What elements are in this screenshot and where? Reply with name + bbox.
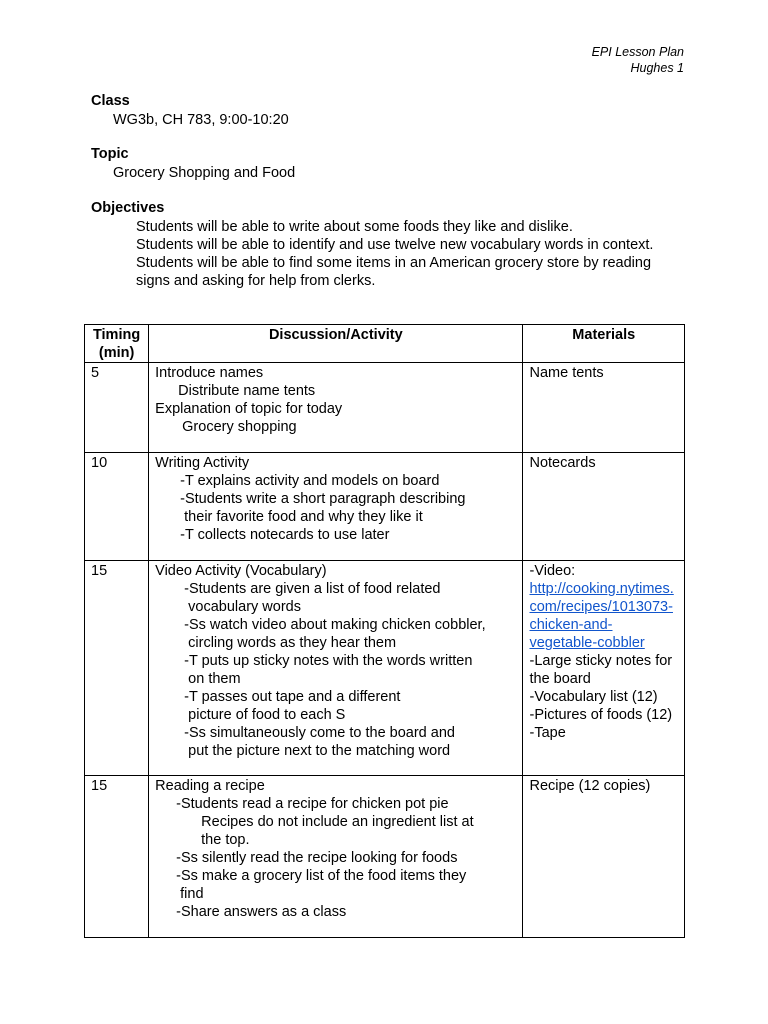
video-link-line[interactable]: http://cooking.nytimes.: [529, 581, 674, 597]
activity-cell: [149, 453, 523, 561]
activity-line: Introduce names: [155, 365, 264, 381]
objectives-label: Objectives: [91, 200, 165, 216]
materials-line: -Vocabulary list (12): [529, 689, 658, 705]
activity-line: Video Activity (Vocabulary): [155, 563, 327, 579]
activity-line: -Students read a recipe for chicken pot pie: [176, 796, 449, 812]
activity-line: -T passes out tape and a different: [184, 689, 401, 705]
activity-line: -T puts up sticky notes with the words written: [184, 653, 473, 669]
activity-line: -Ss silently read the recipe looking for foods: [176, 850, 458, 866]
activity-line: find: [180, 886, 204, 902]
header-title: EPI Lesson Plan: [591, 45, 684, 59]
activity-line: put the picture next to the matching word: [188, 743, 451, 759]
materials-line: the board: [529, 671, 591, 687]
activity-line: Explanation of topic for today: [155, 401, 343, 417]
table-header-row: [85, 325, 685, 363]
activity-cell: [149, 776, 523, 938]
activity-line: -Ss watch video about making chicken cobbler,: [184, 617, 486, 633]
materials-line: -Tape: [529, 725, 566, 741]
timing-cell: 5: [85, 363, 149, 453]
activity-line: vocabulary words: [188, 599, 301, 615]
activity-line: -Students write a short paragraph describing: [180, 491, 466, 507]
table-row: [85, 363, 685, 453]
activity-line: -T explains activity and models on board: [180, 473, 440, 489]
materials-cell: [523, 453, 685, 561]
header-page-number: Hughes 1: [630, 61, 684, 75]
table-row: [85, 776, 685, 938]
topic-value: Grocery Shopping and Food: [113, 165, 296, 181]
materials-line: -Large sticky notes for: [529, 653, 673, 669]
header-timing: Timing (min): [85, 325, 149, 363]
page-header: [592, 44, 684, 76]
activity-line: circling words as they hear them: [188, 635, 397, 651]
header-materials: Materials: [523, 325, 685, 363]
timing-cell: 10: [85, 453, 149, 561]
materials-cell: [523, 776, 685, 938]
activity-line: Writing Activity: [155, 455, 250, 471]
activity-line: -Share answers as a class: [176, 904, 347, 920]
activity-line: picture of food to each S: [188, 707, 346, 723]
materials-line: Recipe (12 copies): [529, 778, 651, 794]
lesson-plan-table: [84, 324, 685, 938]
header-activity: Discussion/Activity: [149, 325, 523, 363]
activity-line: Distribute name tents: [178, 383, 316, 399]
materials-line: -Video:: [529, 563, 576, 579]
class-label: Class: [91, 93, 130, 109]
table-row: [85, 561, 685, 776]
activity-line: -Ss make a grocery list of the food items they: [176, 868, 467, 884]
objective-line: Students will be able to write about some foods they like and dislike.: [136, 219, 573, 235]
materials-cell: [523, 561, 685, 776]
activity-line: on them: [188, 671, 241, 687]
video-link-line[interactable]: chicken-and-: [529, 617, 613, 633]
timing-cell: 15: [85, 561, 149, 776]
timing-cell: 15: [85, 776, 149, 938]
activity-line: Grocery shopping: [182, 419, 297, 435]
class-value: WG3b, CH 783, 9:00-10:20: [113, 112, 289, 128]
materials-line: Name tents: [529, 365, 604, 381]
video-link-line[interactable]: com/recipes/1013073-: [529, 599, 673, 615]
materials-line: -Pictures of foods (12): [529, 707, 673, 723]
video-link-line[interactable]: vegetable-cobbler: [529, 635, 645, 651]
activity-cell: [149, 363, 523, 453]
objective-line: Students will be able to find some items in an American grocery store by reading: [136, 255, 652, 271]
activity-line: Recipes do not include an ingredient list at: [201, 814, 474, 830]
materials-line: Notecards: [529, 455, 596, 471]
activity-line: Reading a recipe: [155, 778, 265, 794]
table-row: [85, 453, 685, 561]
objective-line: signs and asking for help from clerks.: [136, 273, 376, 289]
activity-line: the top.: [201, 832, 250, 848]
activity-line: -Students are given a list of food related: [184, 581, 441, 597]
activity-line: their favorite food and why they like it: [184, 509, 423, 525]
topic-label: Topic: [91, 146, 129, 162]
activity-line: -T collects notecards to use later: [180, 527, 390, 543]
activity-cell: [149, 561, 523, 776]
activity-line: -Ss simultaneously come to the board and: [184, 725, 455, 741]
materials-cell: [523, 363, 685, 453]
objective-line: Students will be able to identify and use twelve new vocabulary words in context.: [136, 237, 654, 253]
